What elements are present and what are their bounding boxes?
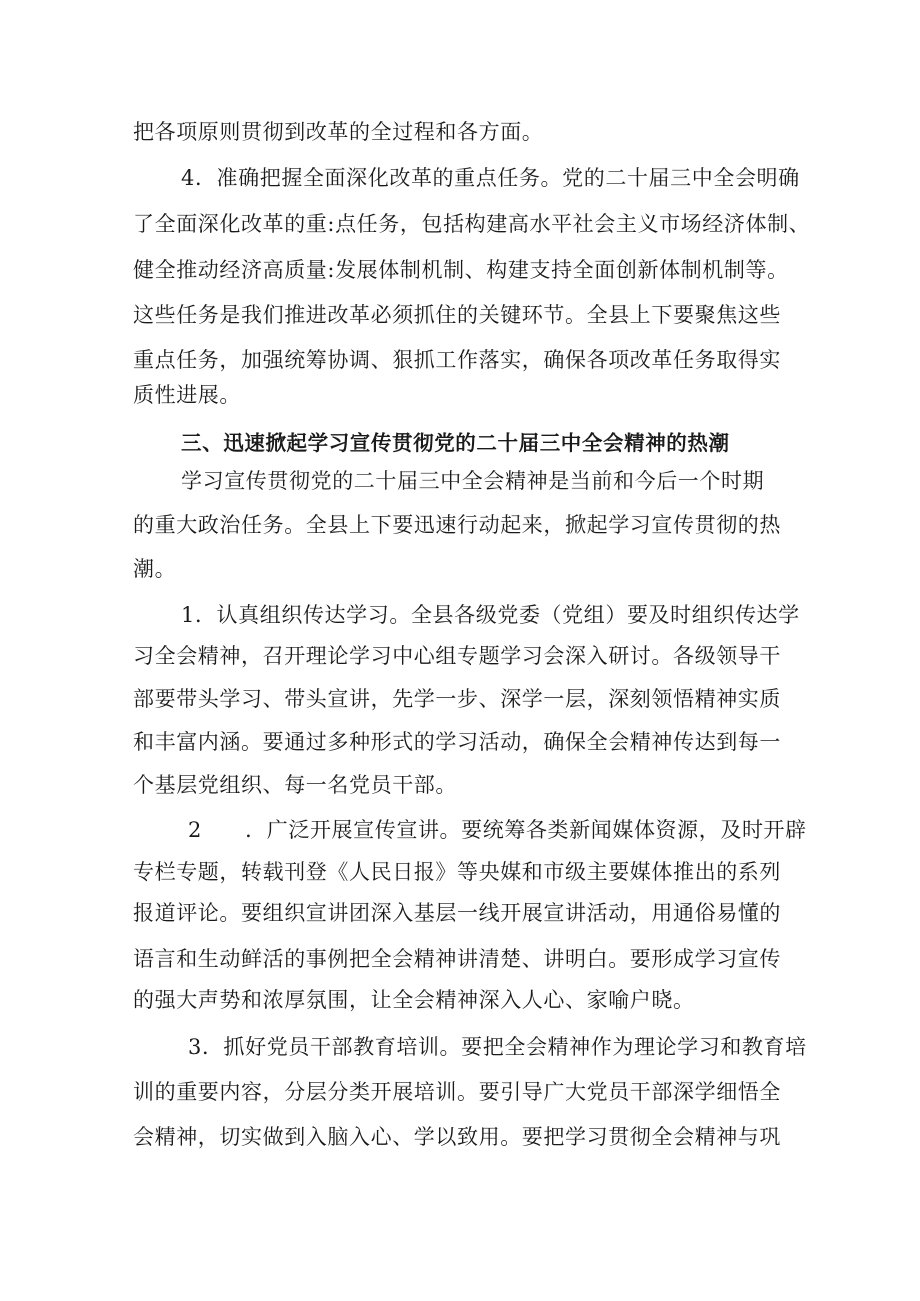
text-line: 质性进展。 [133, 383, 241, 407]
text-line: 部要带头学习、带头宣讲，先学一步、深学一层，深刻领悟精神实质 [133, 687, 781, 711]
text-line: 1．认真组织传达学习。全县各级党委（党组）要及时组织传达学 [181, 603, 800, 627]
text-line: 训的重要内容，分层分类开展培训。要引导广大党员干部深学细悟全 [133, 1080, 781, 1104]
text-line: 会精神，切实做到入脑入心、学以致用。要把学习贯彻全会精神与巩 [133, 1125, 781, 1149]
text-line: 的强大声势和浓厚氛围，让全会精神深入人心、家喻户晓。 [133, 988, 695, 1012]
text-line: 2 ．广泛开展宣传宣讲。要统筹各类新闻媒体资源，及时开辟 [188, 818, 807, 842]
text-line: 习全会精神，召开理论学习中心组专题学习会深入研讨。各级领导干 [133, 644, 781, 668]
text-line: 的重大政治任务。全县上下要迅速行动起来，掀起学习宣传贯彻的热 [133, 513, 781, 537]
text-line: 潮。 [133, 557, 177, 581]
text-line: 和丰富内涵。要通过多种形式的学习活动，确保全会精神传达到每一 [133, 730, 781, 754]
text-line: 报道评论。要组织宣讲团深入基层一线开展宣讲活动，用通俗易懂的 [133, 901, 781, 925]
text-line: 健全推动经济高质量:发展体制机制、构建支持全面创新体制机制等。 [133, 258, 789, 282]
text-line: 重点任务，加强统筹协调、狠抓工作落实，确保各项改革任务取得实 [133, 348, 781, 372]
text-line: 个基层党组织、每一名党员干部。 [133, 773, 457, 797]
text-line: 3．抓好党员干部教育培训。要把全会精神作为理论学习和教育培 [188, 1035, 807, 1059]
text-line: 4．准确把握全面深化改革的重点任务。党的二十届三中全会明确 [181, 166, 800, 190]
text-line: 专栏专题，转载刊登《人民日报》等央媒和市级主要媒体推出的系列 [133, 860, 781, 884]
text-line: 学习宣传贯彻党的二十届三中全会精神是当前和今后一个时期 [181, 469, 765, 493]
text-line: 语言和生动鲜活的事例把全会精神讲清楚、讲明白。要形成学习宣传 [133, 947, 781, 971]
text-line: 这些任务是我们推进改革必须抓住的关键环节。全县上下要聚焦这些 [133, 303, 781, 327]
text-line: 了全面深化改革的重:点任务，包括构建高水平社会主义市场经济体制、 [133, 212, 811, 236]
text-line: 把各项原则贯彻到改革的全过程和各方面。 [133, 120, 544, 144]
section-heading: 三、迅速掀起学习宣传贯彻党的二十届三中全会精神的热潮 [181, 431, 730, 455]
